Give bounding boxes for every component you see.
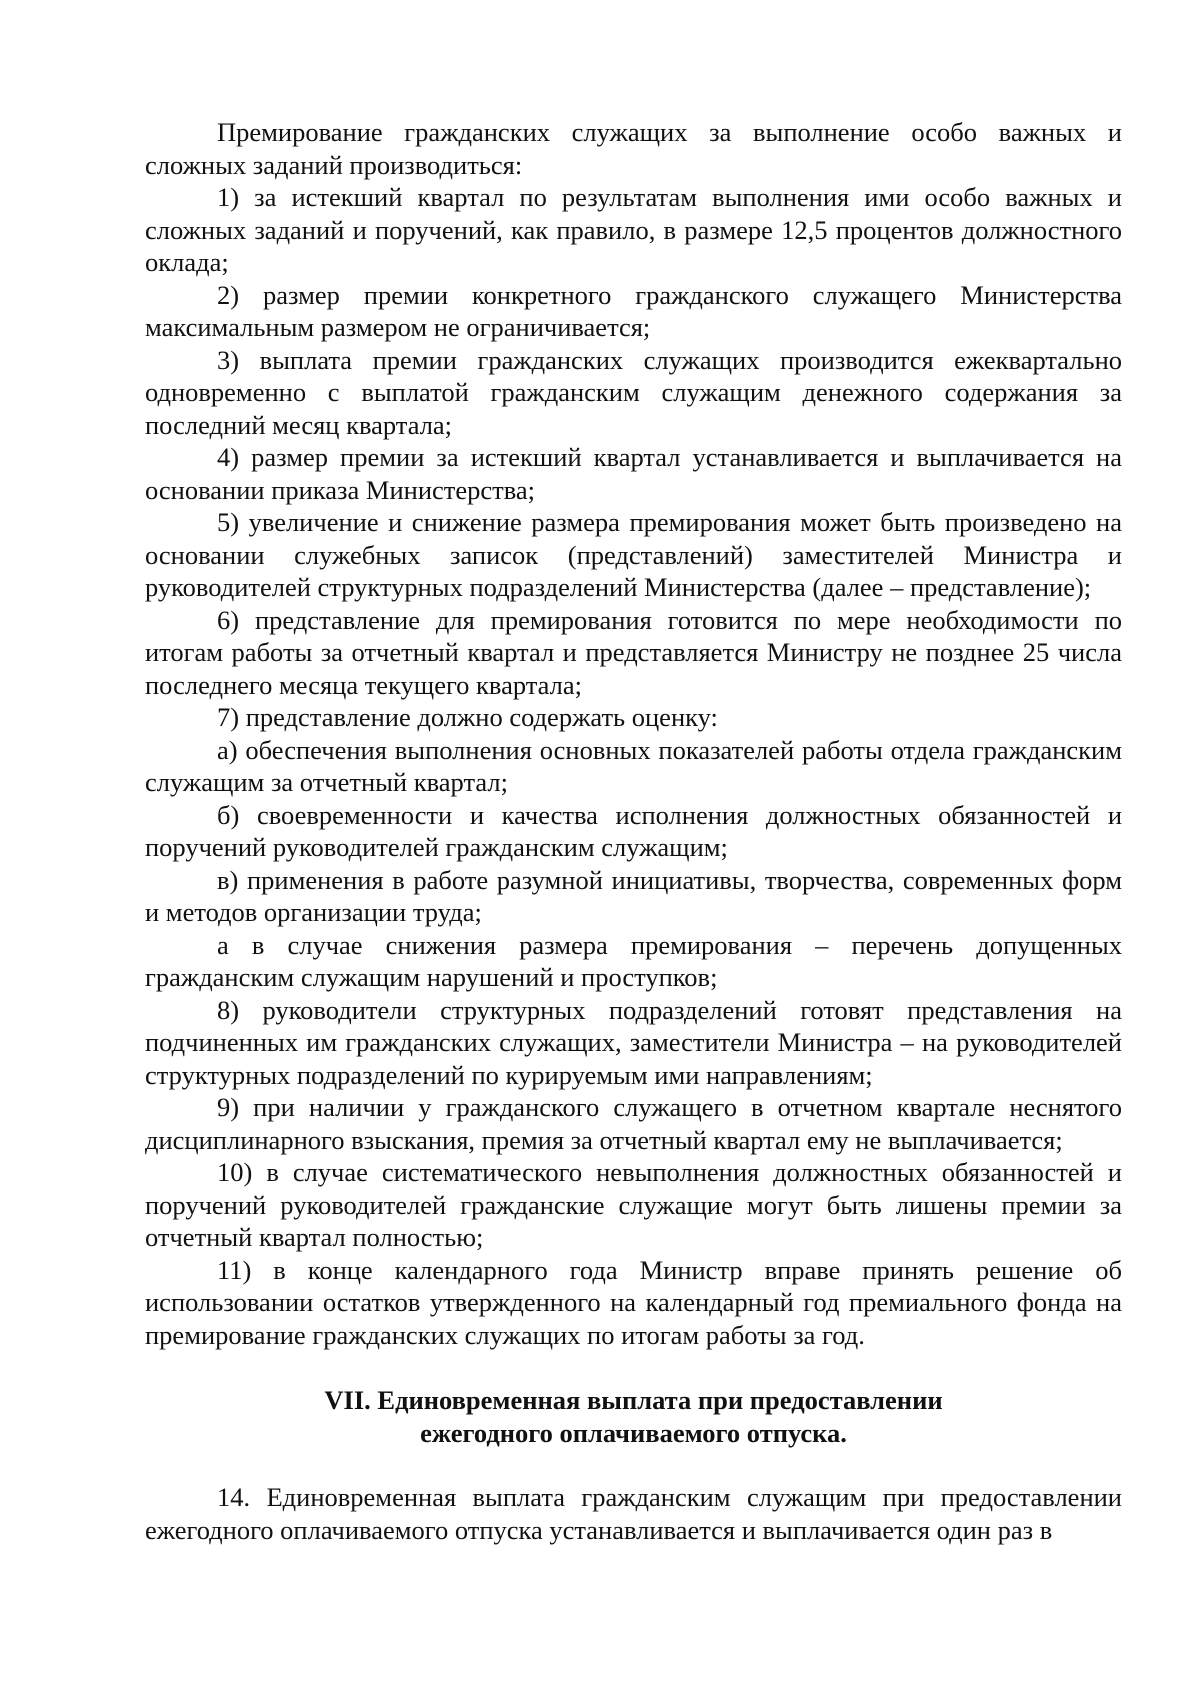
list-item: 8) руководители структурных подразделений готовят представления на подчиненных им гражданских служащих, заместители Министра – на руководителей структурных подразделений по курируемым ими направлениям;: [145, 994, 1122, 1090]
list-item: 1) за истекший квартал по результатам выполнения ими особо важных и сложных заданий и поручений, как правило, в размере 12,5 процентов должностного оклада;: [145, 182, 1122, 277]
list-item: 4) размер премии за истекший квартал устанавливается и выплачивается на основании приказа Министерства;: [145, 442, 1122, 505]
section-heading: [145, 1384, 1122, 1449]
sub-list-item: б) своевременности и качества исполнения должностных обязанностей и поручений руководителей гражданским служащим;: [145, 799, 1122, 862]
list-item: 2) размер премии конкретного гражданского служащего Министерства максимальным размером не ограничивается;: [145, 279, 1122, 342]
section-heading-line-2: ежегодного оплачиваемого отпуска.: [420, 1417, 847, 1448]
sub-list-item: в) применения в работе разумной инициативы, творчества, современных форм и методов организации труда;: [145, 864, 1122, 927]
paragraph: Премирование гражданских служащих за выполнение особо важных и сложных заданий производиться:: [145, 117, 1122, 180]
list-item: 9) при наличии у гражданского служащего в отчетном квартале неснятого дисциплинарного взыскания, премия за отчетный квартал ему не выплачивается;: [145, 1092, 1122, 1155]
list-item: 11) в конце календарного года Министр вправе принять решение об использовании остатков утвержденного на календарный год премиального фонда на премирование гражданских служащих по итогам работы за год.: [145, 1254, 1122, 1350]
list-item: 6) представление для премирования готовится по мере необходимости по итогам работы за отчетный квартал и представляется Министру не позднее 25 числа последнего месяца текущего квартала;: [145, 604, 1122, 700]
document-body: [145, 116, 1122, 1546]
list-item: 3) выплата премии гражданских служащих производится ежеквартально одновременно с выплатой гражданским служащим денежного содержания за последний месяц квартала;: [145, 344, 1122, 440]
paragraph: 14. Единовременная выплата гражданским служащим при предоставлении ежегодного оплачиваемого отпуска устанавливается и выплачивается один раз в: [145, 1482, 1122, 1545]
sub-list-item: а) обеспечения выполнения основных показателей работы отдела гражданским служащим за отчетный квартал;: [145, 734, 1122, 797]
list-item: 7) представление должно содержать оценку:: [217, 702, 718, 732]
list-item: 5) увеличение и снижение размера премирования может быть произведено на основании служебных записок (представлений) заместителей Министра и руководителей структурных подразделений Министерства (далее – представление);: [145, 507, 1122, 602]
section-heading-line-1: VII. Единовременная выплата при предоставлении: [324, 1385, 943, 1415]
sub-list-item: а в случае снижения размера премирования – перечень допущенных гражданским служащим нарушений и проступков;: [145, 929, 1122, 992]
list-item: 10) в случае систематического невыполнения должностных обязанностей и поручений руководителей гражданские служащие могут быть лишены премии за отчетный квартал полностью;: [145, 1157, 1122, 1252]
